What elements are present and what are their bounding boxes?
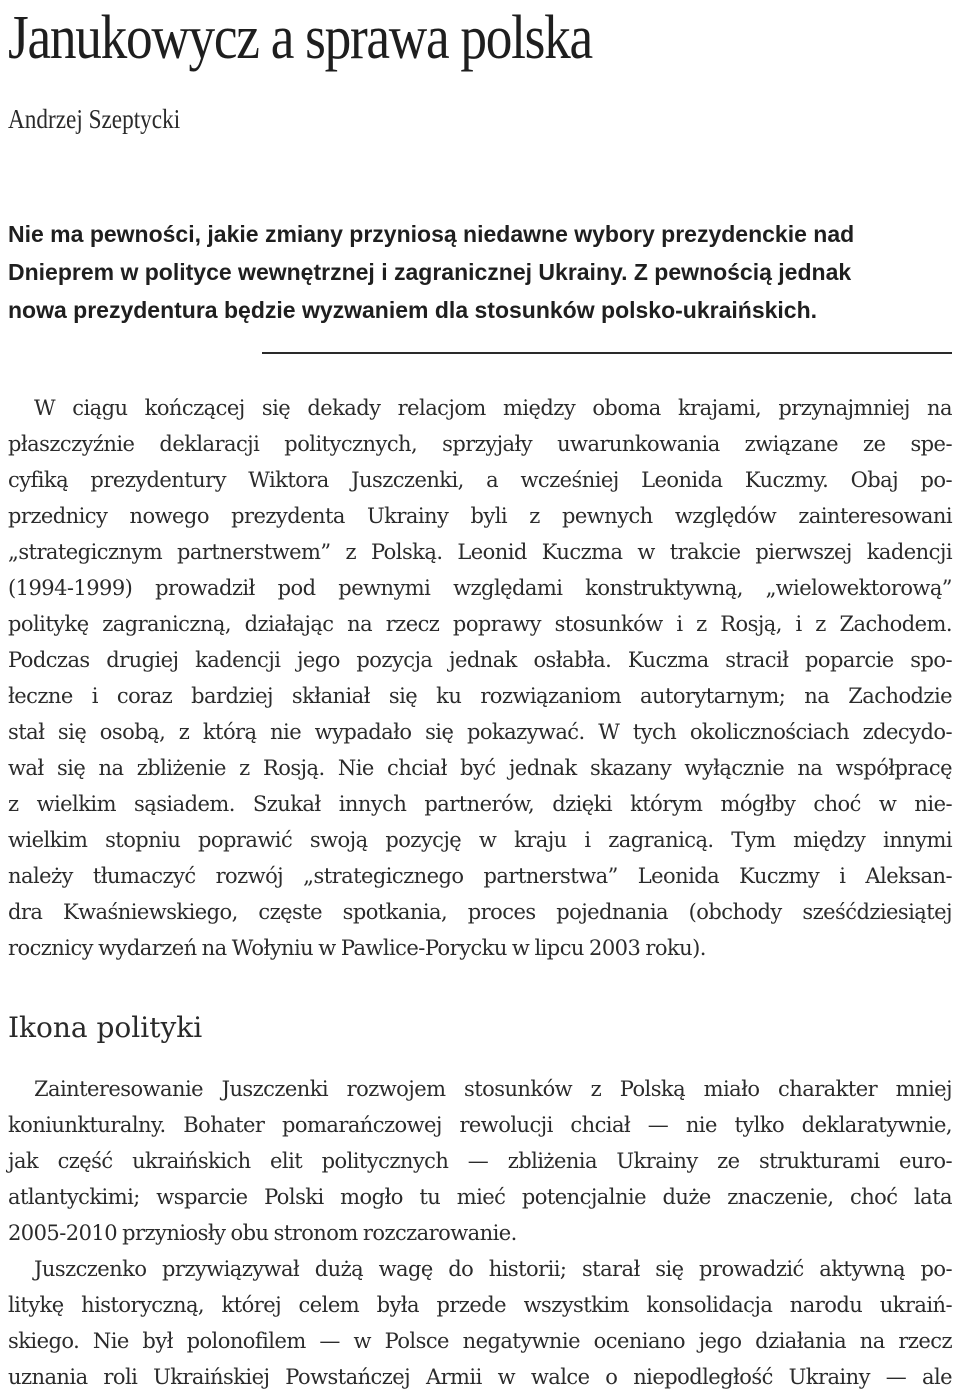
paragraph-line: jak część ukraińskich elit politycznych — zbliżenia Ukrainy ze strukturami euro-	[8, 1149, 952, 1173]
paragraph-line: wielkim stopniu poprawić swoją pozycję w kraju i zagranicą. Tym między innymi	[8, 828, 952, 852]
paragraph-line: Podczas drugiej kadencji jego pozycja jednak osłabła. Kuczma stracił poparcie spo-	[8, 648, 952, 672]
lead-line: Nie ma pewności, jakie zmiany przyniosą niedawne wybory prezydenckie nad	[8, 221, 855, 247]
section-heading: Ikona polityki	[8, 1011, 203, 1044]
paragraph-line: skiego. Nie był polonofilem — w Polsce negatywnie oceniano jego działania na rzecz	[8, 1329, 952, 1353]
lead-line: Dnieprem w polityce wewnętrznej i zagranicznej Ukrainy. Z pewnością jednak	[8, 259, 852, 285]
paragraph-line: przednicy nowego prezydenta Ukrainy byli z pewnych względów zainteresowani	[8, 504, 952, 528]
paragraph-line: łeczne i coraz bardziej skłaniał się ku rozwiązaniom autorytarnym; na Zachodzie	[8, 684, 952, 708]
paragraph-line: atlantyckimi; wsparcie Polski mogło tu mieć potencjalnie duże znaczenie, choć lata	[8, 1185, 952, 1209]
paragraph-line: (1994-1999) prowadził pod pewnymi względami konstruktywną, „wielowektorową”	[8, 576, 952, 600]
paragraph-line: Juszczenko przywiązywał dużą wagę do historii; starał się prowadzić aktywną po-	[34, 1257, 952, 1281]
paragraph-line: koniunkturalny. Bohater pomarańczowej rewolucji chciał — nie tylko deklaratywnie,	[8, 1113, 952, 1137]
paragraph-line: Zainteresowanie Juszczenki rozwojem stosunków z Polską miało charakter mniej	[34, 1077, 952, 1101]
paragraph-line: rocznicy wydarzeń na Wołyniu w Pawlice-Porycku w lipcu 2003 roku).	[8, 936, 706, 960]
paragraph-line: stał się osobą, z którą nie wypadało się pokazywać. W tych okolicznościach zdecydo-	[8, 720, 952, 744]
intro-paragraph	[8, 390, 952, 966]
lead-line: nowa prezydentura będzie wyzwaniem dla stosunków polsko-ukraińskich.	[8, 297, 818, 323]
paragraph-line: płaszczyźnie deklaracji politycznych, sprzyjały uwarunkowania związane ze spe-	[8, 432, 952, 456]
section-paragraph-1	[8, 1071, 952, 1251]
paragraph-line: cyfiką prezydentury Wiktora Juszczenki, a wcześniej Leonida Kuczmy. Obaj po-	[8, 468, 952, 492]
paragraph-line: W ciągu kończącej się dekady relacjom między oboma krajami, przynajmniej na	[34, 396, 952, 420]
paragraph-line: dra Kwaśniewskiego, częste spotkania, proces pojednania (obchody sześćdziesiątej	[8, 900, 952, 924]
article-title: Janukowycz a sprawa polska	[8, 4, 592, 72]
paragraph-line: wał się na zbliżenie z Rosją. Nie chciał być jednak skazany wyłącznie na współpracę	[8, 756, 952, 780]
paragraph-line: 2005-2010 przyniosły obu stronom rozczarowanie.	[8, 1221, 517, 1245]
paragraph-line: „strategicznym partnerstwem” z Polską. Leonid Kuczma w trakcie pierwszej kadencji	[8, 540, 952, 564]
paragraph-line: należy tłumaczyć rozwój „strategicznego partnerstwa” Leonida Kuczmy i Aleksan-	[8, 864, 952, 888]
paragraph-line: politykę zagraniczną, działając na rzecz poprawy stosunków i z Rosją, i z Zachodem.	[8, 612, 952, 636]
section-paragraph-2	[8, 1251, 952, 1395]
article-author: Andrzej Szeptycki	[8, 104, 181, 134]
article-lead	[8, 215, 952, 329]
paragraph-line: z wielkim sąsiadem. Szukał innych partnerów, dzięki którym mógłby choć w nie-	[8, 792, 952, 816]
paragraph-line: uznania roli Ukraińskiej Powstańczej Armii w walce o niepodległość Ukrainy — ale	[8, 1365, 952, 1389]
paragraph-line: litykę historyczną, której celem była przede wszystkim konsolidacja narodu ukraiń-	[8, 1293, 952, 1317]
lead-divider	[262, 352, 952, 354]
